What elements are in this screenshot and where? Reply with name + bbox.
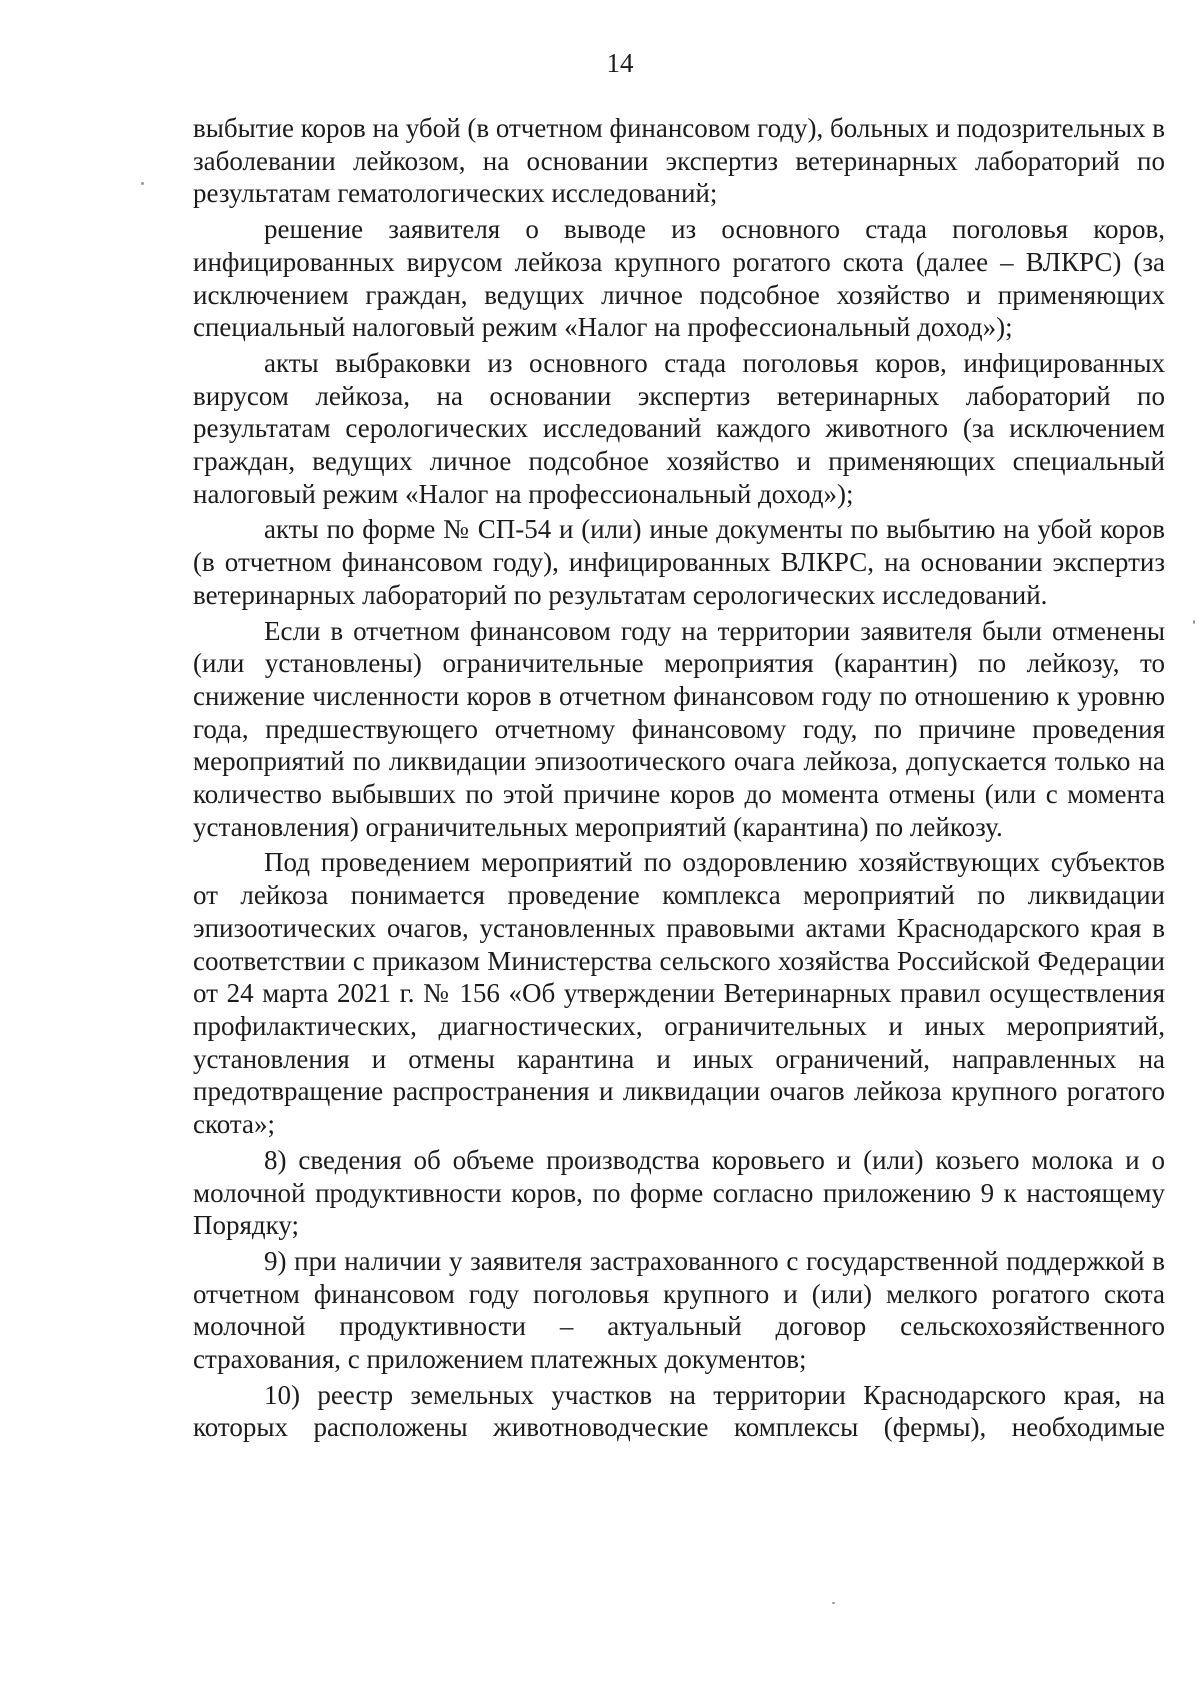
paragraph: акты по форме № СП-54 и (или) иные документы по выбытию на убой коров (в отчетном финансовом году), инфицированных ВЛКРС, на основании экспертиз ветеринарных лабораторий по результатам серологических исследований.	[193, 514, 1165, 610]
paragraph: 8) сведения об объеме производства коровьего и (или) козьего молока и о молочной продуктивности коров, по форме согласно приложению 9 к настоящему Порядку;	[193, 1144, 1165, 1241]
document-body	[193, 112, 1165, 1444]
paragraph: выбытие коров на убой (в отчетном финансовом году), больных и подозрительных в заболевании лейкозом, на основании экспертиз ветеринарных лабораторий по результатам гематологических исследований;	[193, 113, 1165, 209]
paragraph: Если в отчетном финансовом году на территории заявителя были отменены (или установлены) ограничительные мероприятия (карантин) по лейкозу, то снижение численности коров в отчетном финансовом году по отношению к уровню года, предшествующего отчетному финансовому году, по причине проведения мероприятий по ликвидации эпизоотического очага лейкоза, допускается только на количество выбывших по этой причине коров до момента отмены (или с момента установления) ограничительных мероприятий (карантина) по лейкозу.	[193, 615, 1165, 842]
page-number: 14	[606, 48, 634, 78]
paragraph: решение заявителя о выводе из основного стада поголовья коров, инфицированных вирусом лейкоза крупного рогатого скота (далее – ВЛКРС) (за исключением граждан, ведущих личное подсобное хозяйство и применяющих специальный налоговый режим «Налог на профессиональный доход»);	[193, 214, 1165, 343]
paragraph: 9) при наличии у заявителя застрахованного с государственной поддержкой в отчетном финансовом году поголовья крупного и (или) мелкого рогатого скота молочной продуктивности – актуальный договор сельскохозяйственного страхования, с приложением платежных документов;	[193, 1245, 1165, 1375]
scan-speck	[832, 1602, 835, 1604]
scan-speck	[1193, 620, 1195, 624]
scan-speck	[141, 182, 144, 185]
paragraph: Под проведением мероприятий по оздоровлению хозяйствующих субъектов от лейкоза понимается проведение комплекса мероприятий по ликвидации эпизоотических очагов, установленных правовыми актами Краснодарского края в соответствии с приказом Министерства сельского хозяйства Российской Федерации от 24 марта 2021 г. № 156 «Об утверждении Ветеринарных правил осуществления профилактических, диагностических, ограничительных и иных мероприятий, установления и отмены карантина и иных ограничений, направленных на предотвращение распространения и ликвидации очагов лейкоза крупного рогатого скота»;	[193, 847, 1165, 1140]
paragraph: акты выбраковки из основного стада поголовья коров, инфицированных вирусом лейкоза, на основании экспертиз ветеринарных лабораторий по результатам серологических исследований каждого животного (за исключением граждан, ведущих личное подсобное хозяйство и применяющих специальный налоговый режим «Налог на профессиональный доход»);	[193, 347, 1165, 509]
paragraph: 10) реестр земельных участков на территории Краснодарского края, на которых расположены животноводческие комплексы (фермы), необходимые	[193, 1379, 1165, 1443]
